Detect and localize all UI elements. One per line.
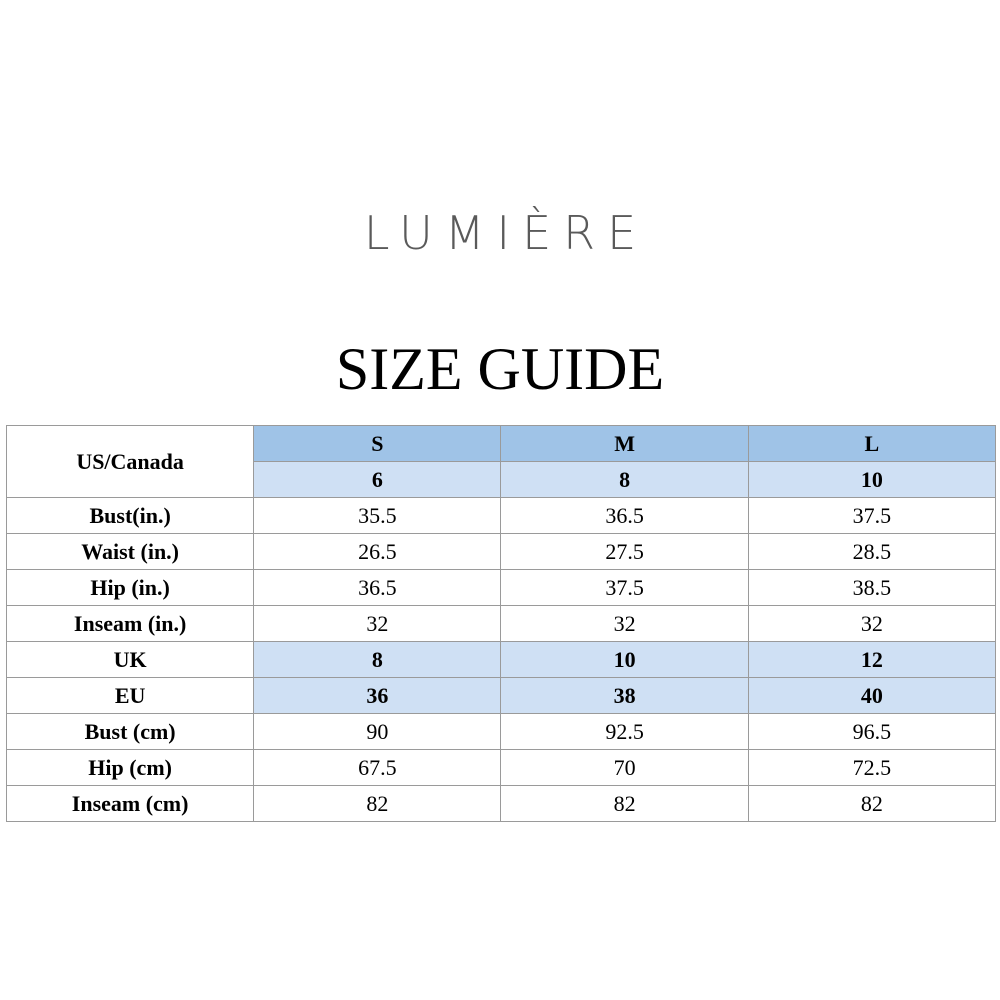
table-cell: 8 [254, 642, 501, 678]
table-cell: 32 [748, 606, 995, 642]
table-row [7, 678, 996, 714]
page-title: SIZE GUIDE [335, 336, 665, 402]
row-label: EU [7, 678, 254, 714]
size-letter: L [748, 426, 995, 462]
table-cell: 36.5 [501, 498, 748, 534]
table-row [7, 498, 996, 534]
size-letter: M [501, 426, 748, 462]
region-label: US/Canada [7, 426, 254, 498]
table-cell: 32 [254, 606, 501, 642]
table-cell: 38 [501, 678, 748, 714]
size-header-row [7, 426, 996, 462]
table-row [7, 606, 996, 642]
table-cell: 82 [501, 786, 748, 822]
table-row [7, 750, 996, 786]
us-size-number: 6 [254, 462, 501, 498]
table-cell: 67.5 [254, 750, 501, 786]
table-cell: 92.5 [501, 714, 748, 750]
table-cell: 37.5 [748, 498, 995, 534]
table-cell: 82 [748, 786, 995, 822]
table-cell: 82 [254, 786, 501, 822]
row-label: Hip (cm) [7, 750, 254, 786]
table-row [7, 534, 996, 570]
row-label: Bust (cm) [7, 714, 254, 750]
table-cell: 40 [748, 678, 995, 714]
measurement-rows [7, 498, 996, 822]
row-label: Bust(in.) [7, 498, 254, 534]
table-cell: 72.5 [748, 750, 995, 786]
table-cell: 32 [501, 606, 748, 642]
table-cell: 12 [748, 642, 995, 678]
table-row [7, 714, 996, 750]
row-label: UK [7, 642, 254, 678]
table-row [7, 570, 996, 606]
table-cell: 37.5 [501, 570, 748, 606]
table-cell: 36.5 [254, 570, 501, 606]
table-cell: 28.5 [748, 534, 995, 570]
table-cell: 27.5 [501, 534, 748, 570]
table-cell: 90 [254, 714, 501, 750]
row-label: Inseam (in.) [7, 606, 254, 642]
table-cell: 38.5 [748, 570, 995, 606]
table-row [7, 642, 996, 678]
table-cell: 96.5 [748, 714, 995, 750]
table-cell: 36 [254, 678, 501, 714]
size-letter: S [254, 426, 501, 462]
table-cell: 10 [501, 642, 748, 678]
brand-logo: LUMIÈRE [363, 206, 649, 260]
table-cell: 70 [501, 750, 748, 786]
row-label: Inseam (cm) [7, 786, 254, 822]
row-label: Hip (in.) [7, 570, 254, 606]
us-size-number: 8 [501, 462, 748, 498]
table-row [7, 786, 996, 822]
table-cell: 35.5 [254, 498, 501, 534]
table-cell: 26.5 [254, 534, 501, 570]
row-label: Waist (in.) [7, 534, 254, 570]
us-size-number: 10 [748, 462, 995, 498]
size-table [6, 425, 996, 822]
